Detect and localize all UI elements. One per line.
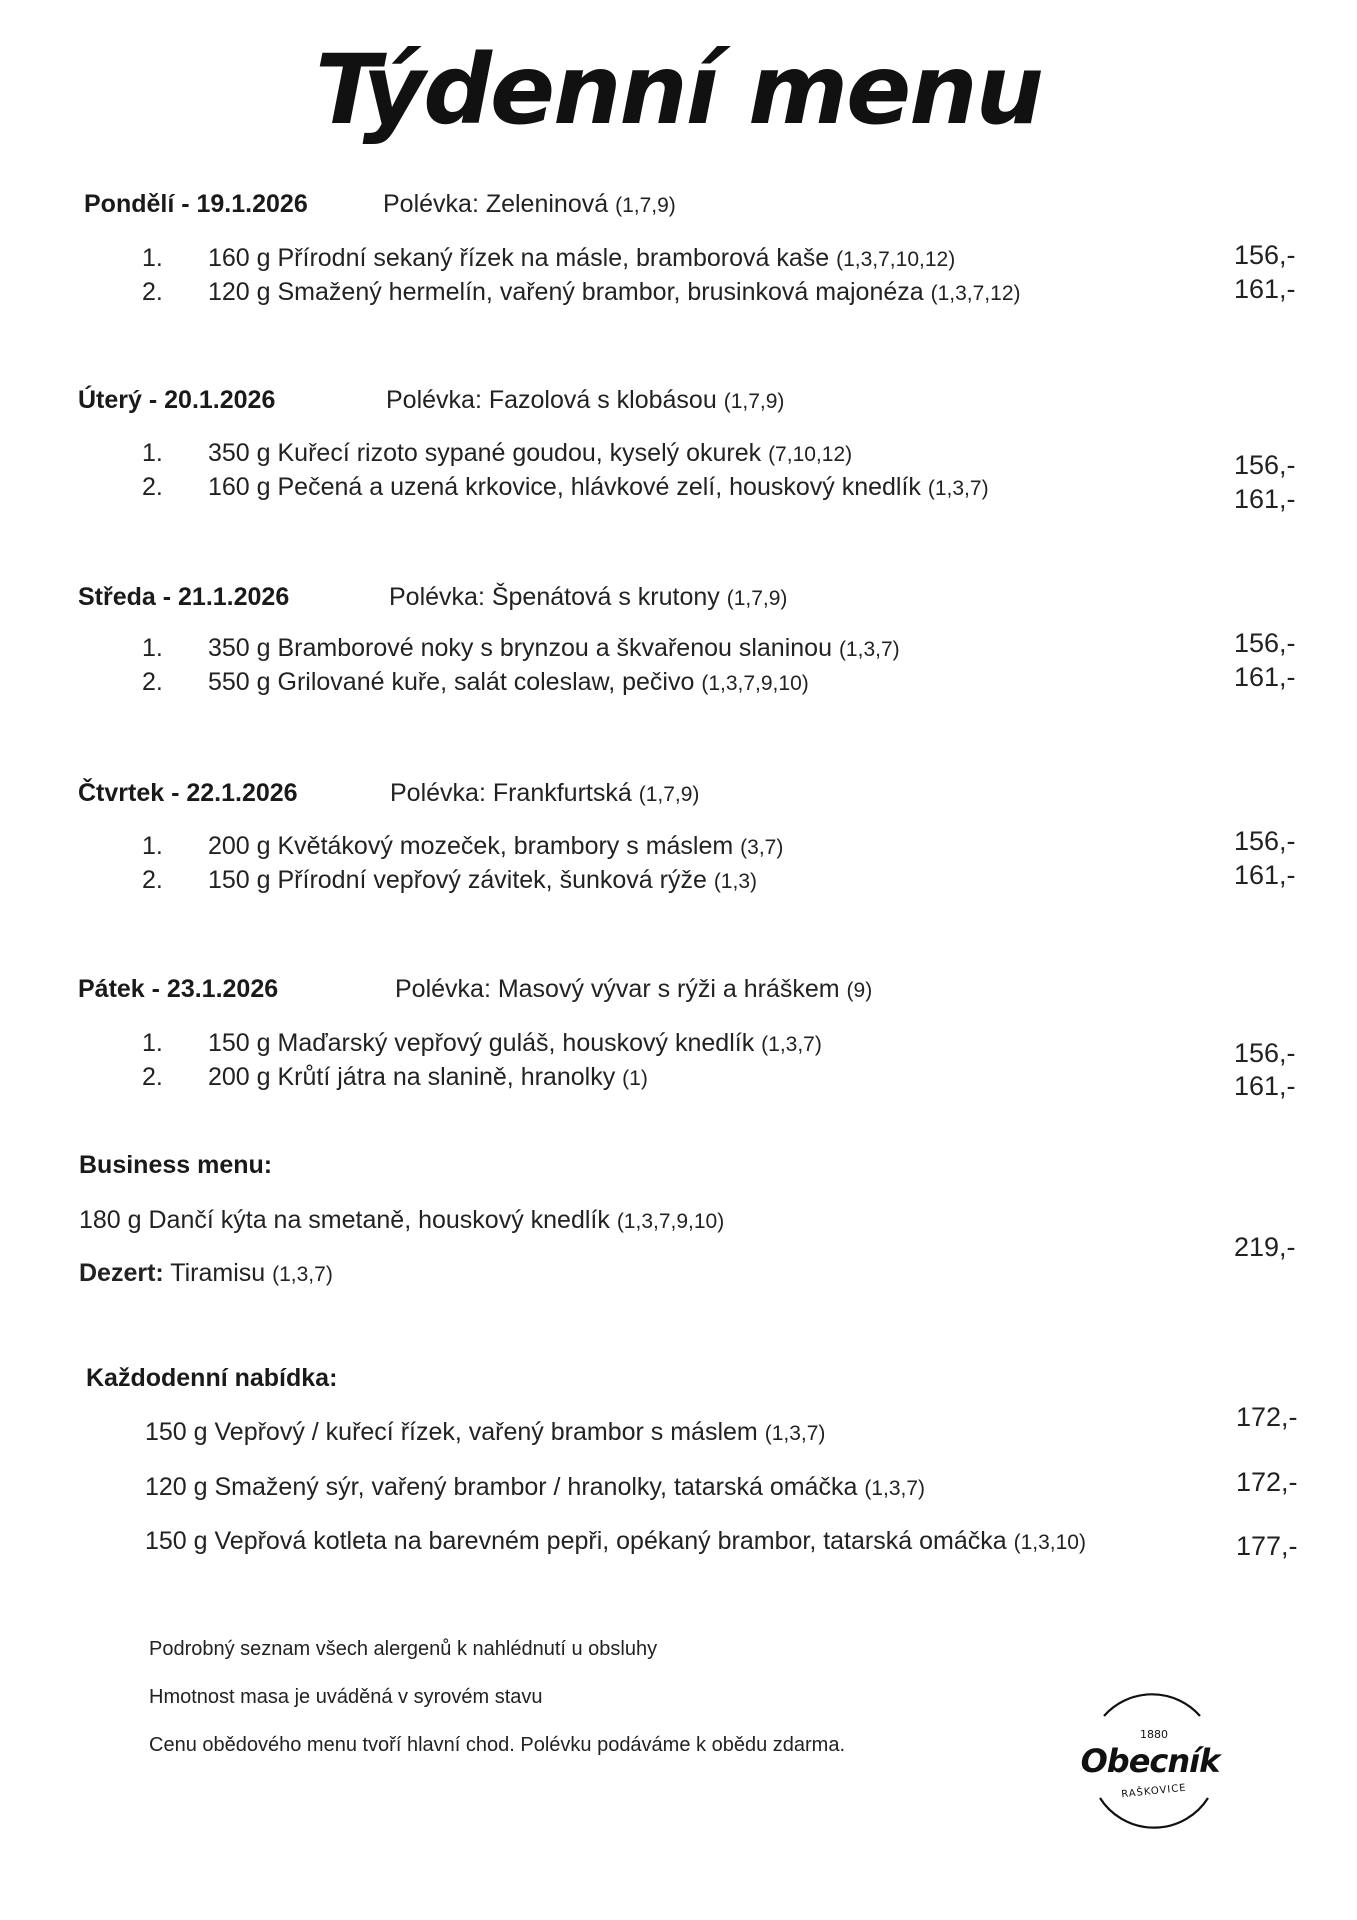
soup-line	[386, 386, 784, 415]
soup-name: Polévka: Frankfurtská	[390, 779, 632, 807]
item-allergens: (1,3,7)	[761, 1033, 822, 1056]
menu-item	[142, 866, 757, 895]
business-menu-heading: Business menu:	[79, 1151, 273, 1179]
obecnik-logo	[1062, 1680, 1242, 1830]
dessert-allergens: (1,3,7)	[272, 1263, 333, 1286]
item-price: 161,-	[1234, 484, 1296, 514]
menu-item	[142, 832, 783, 861]
day-heading: Čtvrtek - 22.1.2026	[78, 779, 298, 807]
item-allergens: (1,3,7)	[764, 1422, 826, 1445]
item-allergens: (1,3,7)	[927, 477, 989, 500]
item-price: 156,-	[1234, 826, 1296, 856]
item-text: 120 g Smažený sýr, vařený brambor / hranolky, tatarská omáčka	[145, 1473, 858, 1501]
soup-line	[389, 583, 787, 612]
item-allergens: (1,3,7,9,10)	[701, 672, 809, 695]
item-text: 350 g Bramborové noky s brynzou a škvařenou slaninou	[208, 634, 832, 662]
soup-name: Polévka: Zeleninová	[383, 190, 609, 218]
item-number: 2.	[142, 1063, 163, 1091]
menu-item	[142, 668, 809, 697]
footer-note: Cenu obědového menu tvoří hlavní chod. Polévku podáváme k obědu zdarma.	[149, 1734, 845, 1756]
item-allergens: (7,10,12)	[768, 443, 853, 466]
business-price: 219,-	[1234, 1232, 1296, 1262]
day-heading: Úterý - 20.1.2026	[78, 386, 276, 414]
item-number: 1.	[142, 244, 163, 272]
menu-item	[142, 473, 989, 502]
soup-name: Polévka: Fazolová s klobásou	[386, 386, 717, 414]
menu-item	[142, 244, 955, 273]
item-text: 200 g Květákový mozeček, brambory s máslem	[208, 832, 734, 860]
footer-note: Podrobný seznam všech alergenů k nahlédnutí u obsluhy	[149, 1638, 658, 1660]
daily-item	[145, 1473, 925, 1502]
dessert-label: Dezert:	[79, 1259, 164, 1287]
item-price: 156,-	[1234, 1038, 1296, 1068]
logo-name: Obecník	[1080, 1742, 1220, 1780]
logo-arc-bottom	[1100, 1798, 1208, 1828]
item-text: 150 g Přírodní vepřový závitek, šunková rýže	[208, 866, 707, 894]
soup-allergens: (1,7,9)	[638, 783, 700, 806]
item-price: 161,-	[1234, 274, 1296, 304]
item-allergens: (3,7)	[740, 836, 784, 859]
day-heading: Pátek - 23.1.2026	[78, 975, 279, 1003]
soup-name: Polévka: Masový vývar s rýži a hráškem	[395, 975, 840, 1003]
item-text: 180 g Dančí kýta na smetaně, houskový knedlík	[79, 1206, 610, 1234]
item-price: 161,-	[1234, 860, 1296, 890]
footer-note: Hmotnost masa je uváděná v syrovém stavu	[149, 1686, 543, 1708]
item-allergens: (1,3,7,9,10)	[616, 1210, 725, 1233]
menu-item	[142, 278, 1021, 307]
item-allergens: (1,3,10)	[1013, 1531, 1086, 1554]
item-allergens: (1,3)	[713, 870, 757, 893]
item-text: 160 g Přírodní sekaný řízek na másle, bramborová kaše	[208, 244, 830, 272]
logo-place: RAŠKOVICE	[1120, 1782, 1188, 1801]
soup-name: Polévka: Špenátová s krutony	[389, 583, 720, 611]
day-heading: Středa - 21.1.2026	[78, 583, 290, 611]
item-text: 160 g Pečená a uzená krkovice, hlávkové zelí, houskový knedlík	[208, 473, 921, 501]
item-number: 2.	[142, 668, 163, 696]
page-title: Týdenní menu	[315, 34, 1042, 146]
item-price: 161,-	[1234, 1071, 1296, 1101]
item-number: 2.	[142, 473, 163, 501]
dessert-text: Tiramisu	[170, 1259, 266, 1287]
daily-offer-heading: Každodenní nabídka:	[86, 1364, 338, 1392]
item-number: 1.	[142, 634, 163, 662]
item-allergens: (1,3,7,12)	[930, 282, 1021, 305]
item-number: 1.	[142, 1029, 163, 1057]
soup-line	[383, 190, 676, 219]
item-allergens: (1)	[622, 1067, 648, 1090]
item-number: 2.	[142, 278, 163, 306]
item-price: 177,-	[1236, 1531, 1298, 1561]
logo-year: 1880	[1140, 1728, 1168, 1741]
item-text: 150 g Maďarský vepřový guláš, houskový knedlík	[208, 1029, 755, 1057]
soup-line	[395, 975, 872, 1004]
soup-allergens: (9)	[846, 979, 873, 1002]
item-price: 156,-	[1234, 240, 1296, 270]
item-allergens: (1,3,7)	[864, 1477, 926, 1500]
business-menu-item	[79, 1206, 724, 1235]
menu-item	[142, 634, 900, 663]
menu-item	[142, 1063, 648, 1092]
item-price: 172,-	[1236, 1402, 1298, 1432]
soup-allergens: (1,7,9)	[723, 390, 785, 413]
soup-line	[390, 779, 699, 808]
item-number: 1.	[142, 439, 163, 467]
item-number: 2.	[142, 866, 163, 894]
menu-item	[142, 439, 852, 468]
item-allergens: (1,3,7,10,12)	[836, 248, 956, 271]
daily-item	[145, 1418, 825, 1447]
item-allergens: (1,3,7)	[838, 638, 900, 661]
item-text: 150 g Vepřová kotleta na barevném pepři, opékaný brambor, tatarská omáčka	[145, 1527, 1007, 1555]
item-text: 550 g Grilované kuře, salát coleslaw, pečivo	[208, 668, 695, 696]
item-text: 200 g Krůtí játra na slanině, hranolky	[208, 1063, 616, 1091]
item-text: 150 g Vepřový / kuřecí řízek, vařený brambor s máslem	[145, 1418, 758, 1446]
day-heading: Pondělí - 19.1.2026	[84, 190, 308, 218]
item-price: 156,-	[1234, 450, 1296, 480]
daily-item	[145, 1527, 1086, 1556]
soup-allergens: (1,7,9)	[726, 587, 788, 610]
logo-arc-top	[1104, 1694, 1200, 1716]
menu-item	[142, 1029, 822, 1058]
item-number: 1.	[142, 832, 163, 860]
item-text: 350 g Kuřecí rizoto sypané goudou, kyselý okurek	[208, 439, 762, 467]
soup-allergens: (1,7,9)	[615, 194, 676, 217]
item-price: 156,-	[1234, 628, 1296, 658]
business-dessert	[79, 1259, 333, 1288]
item-price: 161,-	[1234, 662, 1296, 692]
item-text: 120 g Smažený hermelín, vařený brambor, brusinková majonéza	[208, 278, 924, 306]
item-price: 172,-	[1236, 1467, 1298, 1497]
